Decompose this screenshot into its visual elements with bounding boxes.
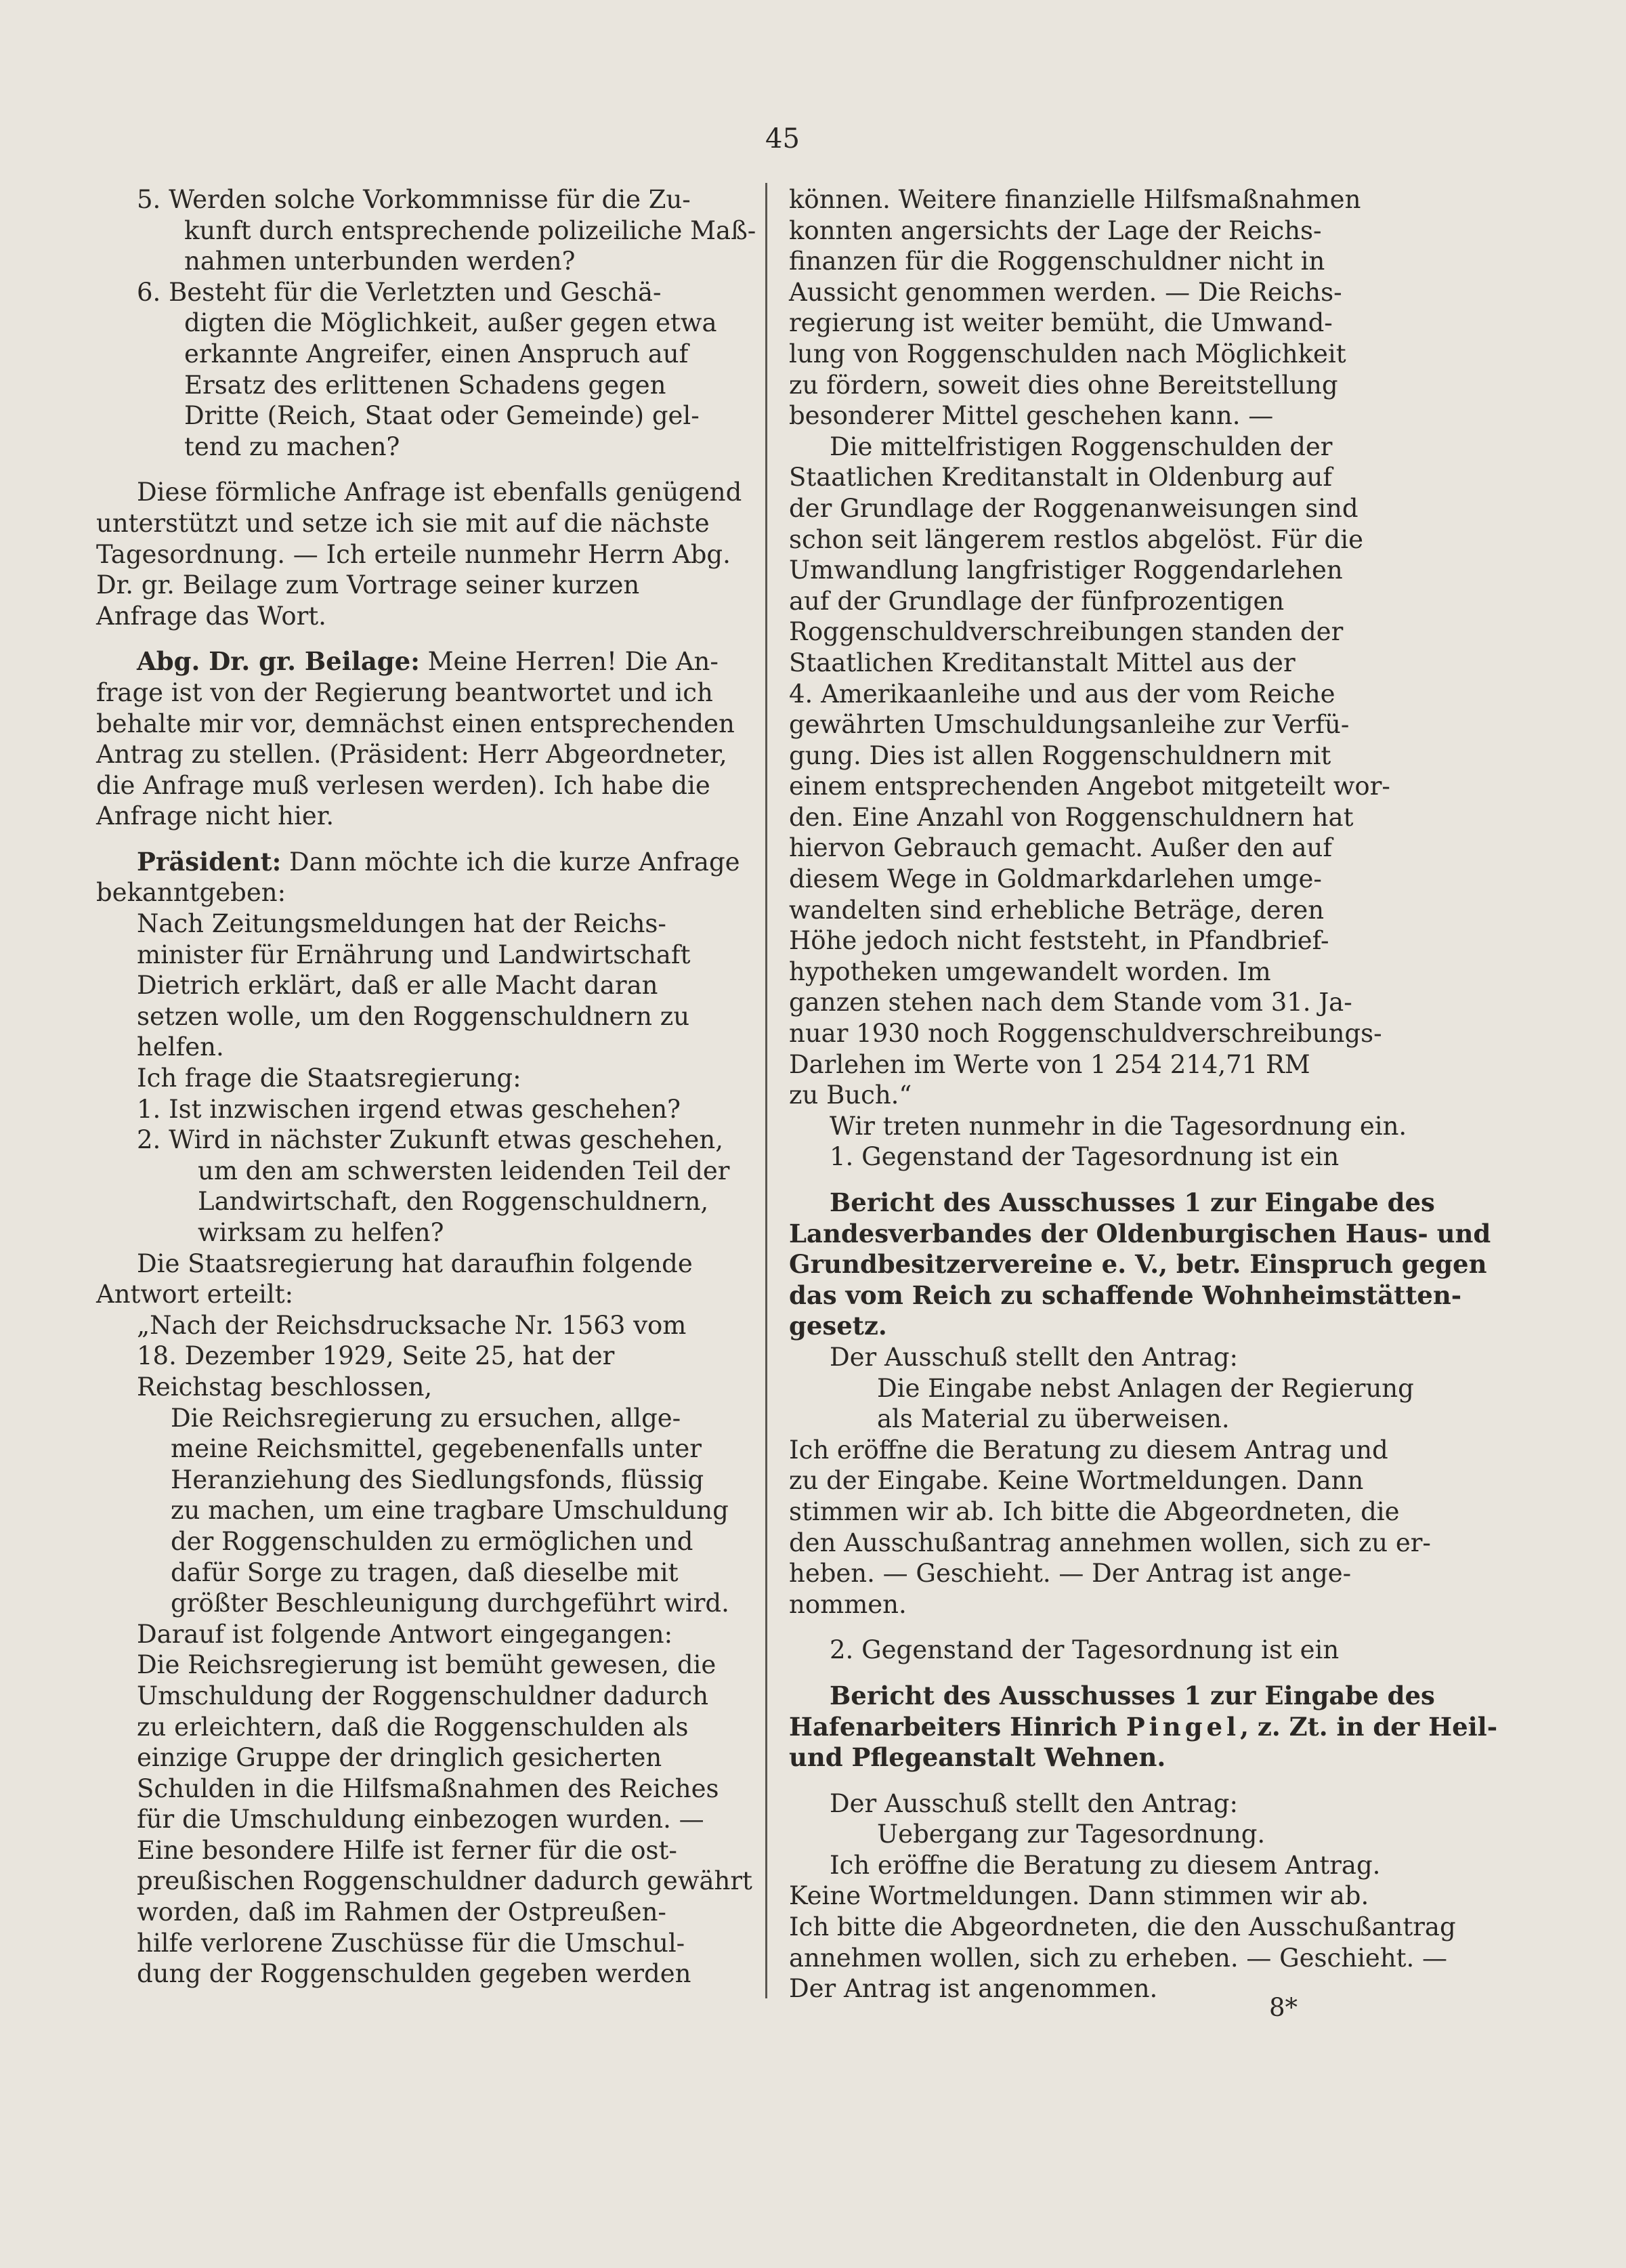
text-line: Antrag zu stellen. (Präsident: Herr Abgeordneter, [96, 740, 727, 770]
text-line: um den am schwersten leidenden Teil der [198, 1156, 730, 1185]
sheet-signature: 8* [1268, 1993, 1298, 2022]
text-line [96, 646, 746, 677]
agenda-item-1-body [789, 1342, 1439, 1620]
text-line: Keine Wortmeldungen. Dann stimmen wir ab. [789, 1881, 1369, 1911]
text-line: nahmen unterbunden werden? [184, 247, 576, 276]
column-divider [765, 183, 767, 1998]
text-line: Roggenschuldverschreibungen standen der [789, 617, 1344, 647]
speaker-name: Präsident: [137, 846, 282, 877]
text-line: Der Antrag ist angenommen. [789, 1974, 1158, 2004]
text-line: 1. Gegenstand der Tagesordnung ist ein [830, 1142, 1340, 1172]
text-line: kunft durch entsprechende polizeiliche Maß- [184, 215, 756, 245]
text-line: Heranziehung des Siedlungsfonds, flüssig [171, 1465, 704, 1494]
text-line: Ich eröffne die Beratung zu diesem Antrag und [789, 1435, 1388, 1465]
text-line: zu erleichtern, daß die Roggenschulden als [137, 1712, 689, 1742]
text-line [96, 847, 746, 878]
text-line: preußischen Roggenschuldner dadurch gewährt [137, 1866, 752, 1896]
text-line: nommen. [789, 1589, 907, 1619]
question-6 [96, 277, 746, 463]
text-line: Reichstag beschlossen, [137, 1372, 433, 1402]
text-line: gung. Dies ist allen Roggenschuldnern mit [789, 740, 1331, 770]
text-line: erkannte Angreifer, einen Anspruch auf [184, 339, 689, 369]
text-line: zu Buch.“ [789, 1080, 912, 1110]
text-line: finanzen für die Roggenschuldner nicht in [789, 247, 1325, 276]
text-line: Die Reichsregierung ist bemüht gewesen, die [137, 1650, 716, 1680]
text-line: Anfrage nicht hier. [96, 801, 335, 831]
paragraph-praesident [96, 847, 746, 908]
text-line: Wir treten nunmehr in die Tagesordnung ein. [830, 1111, 1407, 1141]
text-line: der Grundlage der Roggenanweisungen sind [789, 493, 1358, 523]
text-line: die Anfrage muß verlesen werden). Ich habe die [96, 770, 710, 800]
text-line: Umschuldung der Roggenschuldner dadurch [137, 1681, 709, 1710]
text-line: setzen wolle, um den Roggenschuldnern zu [137, 1001, 690, 1031]
text-line: Darauf ist folgende Antwort eingegangen: [137, 1619, 673, 1649]
text-line: konnten angersichts der Lage der Reichs- [789, 215, 1322, 245]
text-line: Der Ausschuß stellt den Antrag: [830, 1788, 1238, 1818]
text-line: Nach Zeitungsmeldungen hat der Reichs- [137, 909, 666, 939]
text-line: größter Beschleunigung durchgeführt wird. [171, 1589, 729, 1618]
text-line: zu machen, um eine tragbare Umschuldung [171, 1496, 729, 1526]
person-name: Pingel [1126, 1711, 1241, 1742]
text-line: diesem Wege in Goldmarkdarlehen umge- [789, 864, 1322, 894]
agenda-item-2-body [789, 1788, 1456, 2004]
text-line: unterstützt und setze ich sie mit auf die nächste [96, 508, 710, 538]
text-line: helfen. [137, 1032, 224, 1062]
text-line: Dr. gr. Beilage zum Vortrage seiner kurzen [96, 570, 640, 600]
agenda-item-2-heading [789, 1680, 1498, 1773]
text-line: Grundbesitzervereine e. V., betr. Einspruch gegen [789, 1249, 1487, 1280]
text-line: wandelten sind erhebliche Beträge, deren [789, 895, 1325, 925]
text-line: Umwandlung langfristiger Roggendarlehen [789, 555, 1343, 585]
text-line: ganzen stehen nach dem Stande vom 31. Ja- [789, 988, 1352, 1017]
text-line: tend zu machen? [184, 432, 400, 461]
text-line: „Nach der Reichsdrucksache Nr. 1563 vom [137, 1310, 687, 1340]
quoted-answer [96, 1650, 752, 1990]
text-line: 5. Werden solche Vorkommnisse für die Zu- [137, 185, 691, 214]
text-line: Eine besondere Hilfe ist ferner für die ost- [137, 1835, 677, 1865]
text-line: zu der Eingabe. Keine Wortmeldungen. Dann [789, 1466, 1364, 1496]
speaker-name: Abg. Dr. gr. Beilage: [137, 646, 420, 677]
text-line: hiervon Gebrauch gemacht. Außer den auf [789, 833, 1333, 863]
text-line: 2. Gegenstand der Tagesordnung ist ein [830, 1635, 1340, 1665]
text-line: Schulden in die Hilfsmaßnahmen des Reiches [137, 1773, 719, 1803]
quoted-inquiry [96, 908, 746, 1248]
text-line: dafür Sorge zu tragen, daß dieselbe mit [171, 1557, 679, 1587]
text-line: Anfrage das Wort. [96, 601, 326, 631]
text-line: Staatlichen Kreditanstalt in Oldenburg auf [789, 463, 1333, 492]
text-line: zu fördern, soweit dies ohne Bereitstellung [789, 370, 1338, 400]
text-line: regierung ist weiter bemüht, die Umwand- [789, 308, 1333, 338]
text-line: und Pflegeanstalt Wehnen. [789, 1742, 1166, 1773]
text-line: gewährten Umschuldungsanleihe zur Verfü- [789, 710, 1350, 740]
text-line: Ich frage die Staatsregierung: [137, 1064, 521, 1093]
text-line: behalte mir vor, demnächst einen entsprechenden [96, 709, 735, 738]
text-line: Staatlichen Kreditanstalt Mittel aus der [789, 648, 1296, 677]
agenda-item-2-intro [789, 1635, 1439, 1666]
quoted-reply [96, 1310, 746, 1619]
text-line: 2. Wird in nächster Zukunft etwas geschehen, [137, 1125, 723, 1155]
text-line: das vom Reich zu schaffende Wohnheimstätten- [789, 1280, 1462, 1310]
paragraph-antwort [96, 1619, 746, 1650]
text-line: einzige Gruppe der dringlich gesicherten [137, 1743, 662, 1773]
text-line: annehmen wollen, sich zu erheben. — Geschieht. — [789, 1943, 1448, 1973]
text-line: Höhe jedoch nicht feststeht, in Pfandbrief- [789, 926, 1329, 956]
text-line: Der Ausschuß stellt den Antrag: [830, 1342, 1238, 1372]
text-line: Die mittelfristigen Roggenschulden der [830, 432, 1333, 461]
text-line: Die Eingabe nebst Anlagen der Regierung [877, 1373, 1414, 1403]
text-line: gesetz. [789, 1311, 887, 1341]
text-line: worden, daß im Rahmen der Ostpreußen- [137, 1897, 666, 1927]
text-line: Die Staatsregierung hat daraufhin folgende [137, 1248, 693, 1278]
text-line: wirksam zu helfen? [198, 1218, 444, 1247]
text-line: Landwirtschaft, den Roggenschuldnern, [198, 1187, 709, 1217]
left-column [96, 184, 756, 1990]
text-line: können. Weitere finanzielle Hilfsmaßnahmen [789, 185, 1361, 214]
text-line: 1. Ist inzwischen irgend etwas geschehen? [137, 1094, 681, 1124]
text-line: lung von Roggenschulden nach Möglichkeit [789, 339, 1346, 369]
text-line: 4. Amerikaanleihe und aus der vom Reiche [789, 679, 1335, 709]
text-line: minister für Ernährung und Landwirtschaft [137, 940, 691, 969]
text-line: Diese förmliche Anfrage ist ebenfalls genügend [137, 478, 742, 507]
heading-text: , z. Zt. in der Heil- [1240, 1711, 1498, 1742]
speech-text: Dann möchte ich die kurze Anfrage [281, 847, 740, 877]
text-line: Dietrich erklärt, daß er alle Macht daran [137, 971, 658, 1001]
question-5 [96, 184, 756, 277]
text-line: hilfe verlorene Zuschüsse für die Umschul- [137, 1928, 685, 1958]
text-line [789, 1711, 1498, 1743]
right-column [789, 184, 1498, 2004]
paragraph-staatsregierung [96, 1248, 746, 1310]
text-line: Darlehen im Werte von 1 254 214,71 RM [789, 1049, 1310, 1079]
text-line: bekanntgeben: [96, 878, 286, 908]
text-line: meine Reichsmittel, gegebenenfalls unter [171, 1434, 702, 1464]
text-line: Ich bitte die Abgeordneten, die den Ausschußantrag [789, 1912, 1456, 1942]
text-line: 18. Dezember 1929, Seite 25, hat der [137, 1341, 615, 1371]
text-line: Uebergang zur Tagesordnung. [877, 1820, 1266, 1849]
text-line: dung der Roggenschulden gegeben werden [137, 1959, 691, 1989]
text-line: schon seit längerem restlos abgelöst. Für die [789, 524, 1363, 554]
text-line: Bericht des Ausschusses 1 zur Eingabe des [830, 1188, 1435, 1217]
text-line: stimmen wir ab. Ich bitte die Abgeordneten, die [789, 1496, 1400, 1526]
text-line: Aussicht genommen werden. — Die Reichs- [789, 277, 1342, 307]
text-line: Ersatz des erlittenen Schadens gegen [184, 370, 666, 400]
text-line: 6. Besteht für die Verletzten und Geschä- [137, 277, 662, 307]
text-line: Antwort erteilt: [96, 1280, 294, 1309]
text-line: einem entsprechenden Angebot mitgeteilt wor- [789, 772, 1390, 801]
text-line: digten die Möglichkeit, außer gegen etwa [184, 308, 717, 338]
text-line: Dritte (Reich, Staat oder Gemeinde) gel- [184, 401, 700, 431]
text-line: Tagesordnung. — Ich erteile nunmehr Herrn Abg. [96, 539, 731, 569]
text-line: den. Eine Anzahl von Roggenschuldnern hat [789, 802, 1354, 832]
text-line: Bericht des Ausschusses 1 zur Eingabe des [830, 1680, 1435, 1710]
continued-answer [789, 184, 1439, 1111]
agenda-intro [789, 1111, 1439, 1173]
text-line: Ich eröffne die Beratung zu diesem Antrag. [830, 1850, 1381, 1880]
paragraph-beilage [96, 646, 746, 832]
text-line: als Material zu überweisen. [877, 1404, 1230, 1434]
text-line: Landesverbandes der Oldenburgischen Haus- und [789, 1218, 1491, 1248]
text-line: hypotheken umgewandelt worden. Im [789, 957, 1271, 986]
page-number: 45 [765, 123, 800, 154]
text-line: der Roggenschulden zu ermöglichen und [171, 1526, 693, 1556]
speech-text: Meine Herren! Die An- [419, 647, 719, 677]
heading-text: Hafenarbeiters Hinrich [789, 1711, 1126, 1742]
text-line: besonderer Mittel geschehen kann. — [789, 401, 1274, 431]
text-line: Die Reichsregierung zu ersuchen, allge- [171, 1403, 681, 1433]
agenda-item-1-heading [789, 1188, 1491, 1342]
text-line: nuar 1930 noch Roggenschuldverschreibungs- [789, 1019, 1382, 1049]
text-line: heben. — Geschieht. — Der Antrag ist ange- [789, 1559, 1352, 1589]
paragraph-anfrage [96, 477, 746, 631]
text-line: frage ist von der Regierung beantwortet und ich [96, 677, 713, 707]
text-line: für die Umschuldung einbezogen wurden. — [137, 1805, 704, 1834]
text-line: den Ausschußantrag annehmen wollen, sich zu er- [789, 1528, 1431, 1557]
text-line: auf der Grundlage der fünfprozentigen [789, 586, 1285, 616]
